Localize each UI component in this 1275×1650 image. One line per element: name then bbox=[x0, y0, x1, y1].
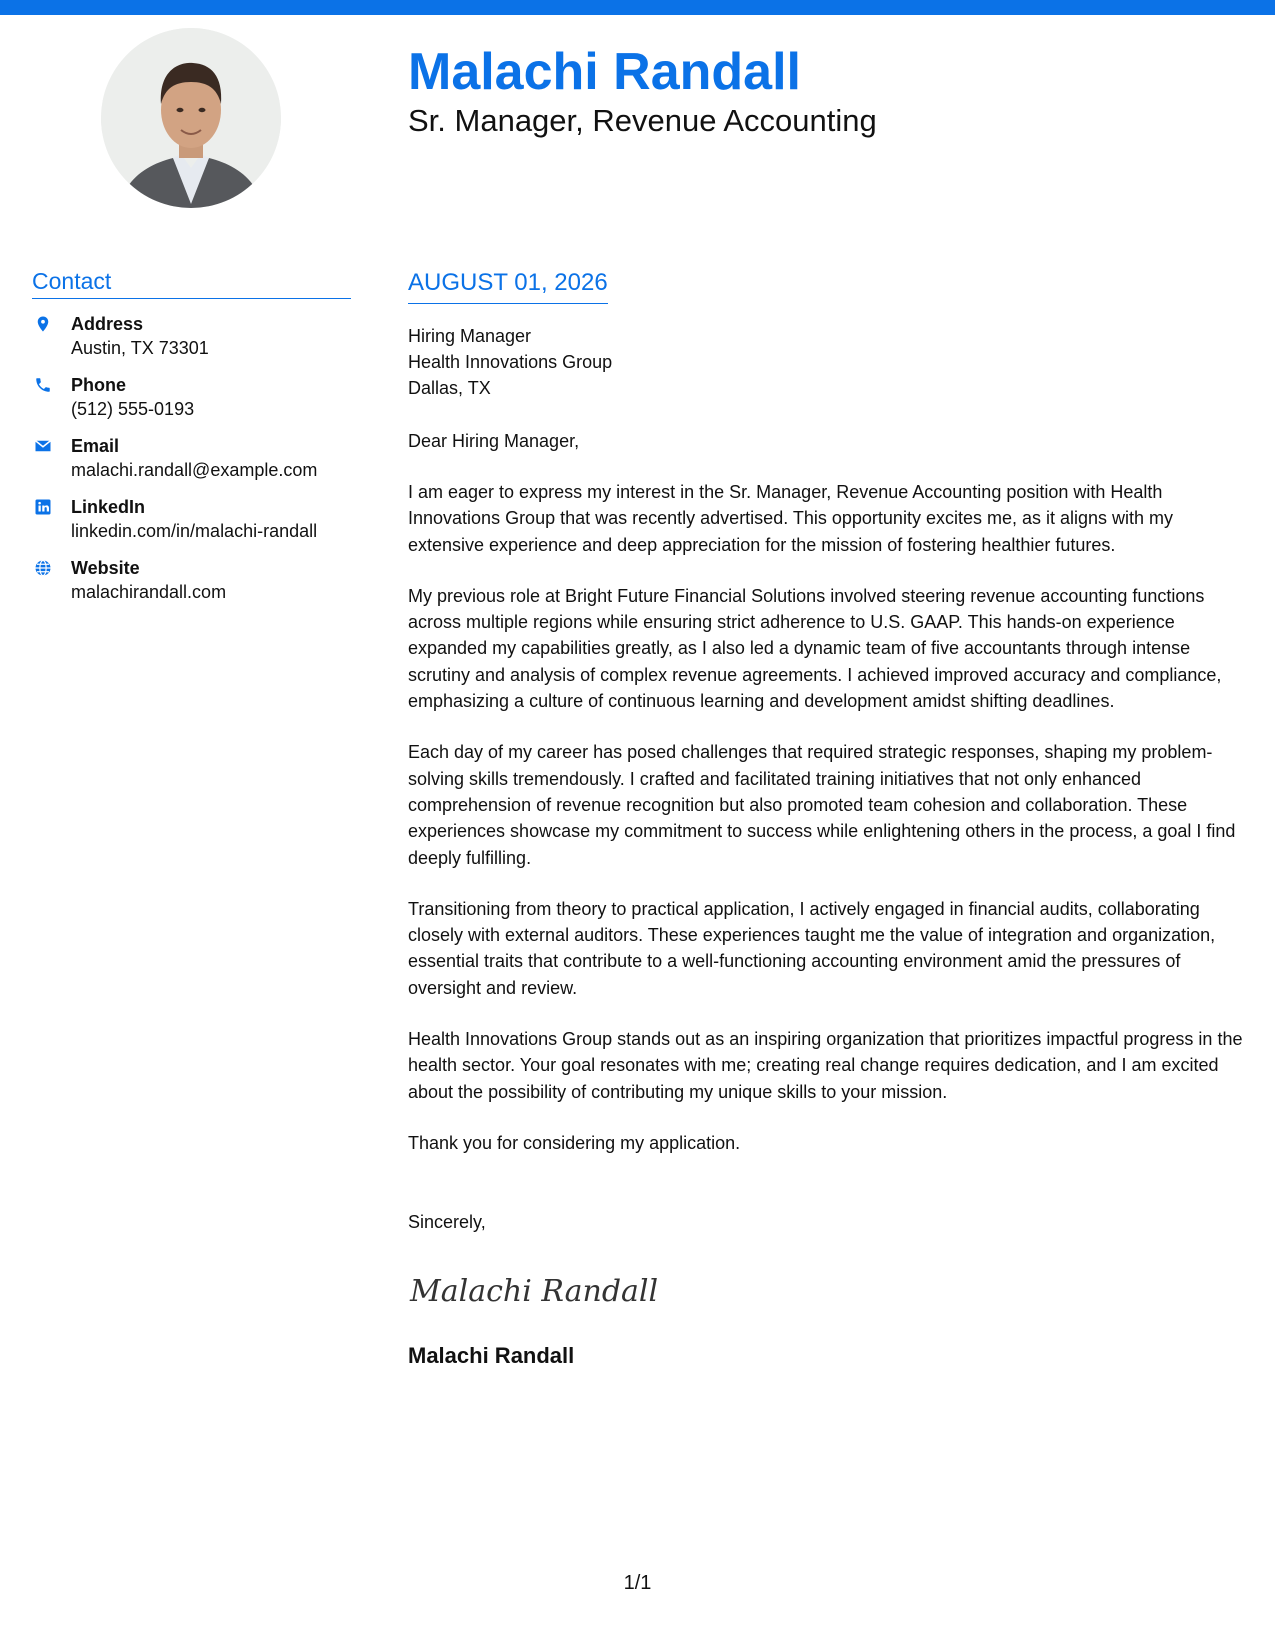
contact-item-linkedin bbox=[32, 495, 351, 543]
avatar bbox=[101, 28, 281, 208]
phone-label: Phone bbox=[71, 375, 127, 395]
linkedin-icon bbox=[34, 498, 52, 516]
body-paragraph: Health Innovations Group stands out as an inspiring organization that prioritizes impactful progress in the health sector. Your goal resonates with me; creating real change requires dedication, and I am excited about the possibility of contributing my unique skills to your mission. bbox=[408, 1029, 1243, 1102]
map-pin-icon bbox=[34, 315, 52, 333]
contact-item-website bbox=[32, 556, 351, 604]
email-label: Email bbox=[71, 436, 120, 456]
contact-heading: Contact bbox=[32, 266, 351, 299]
linkedin-value[interactable]: linkedin.com/in/malachi-randall bbox=[71, 521, 318, 541]
contact-item-phone bbox=[32, 373, 351, 421]
salutation: Dear Hiring Manager, bbox=[408, 431, 580, 451]
phone-value: (512) 555-0193 bbox=[71, 399, 195, 419]
linkedin-label: LinkedIn bbox=[71, 497, 146, 517]
body-paragraph: My previous role at Bright Future Financial Solutions involved steering revenue accounting functions across multiple regions while ensuring strict adherence to U.S. GAAP. This hands-on experience expanded my capabilities greatly, as I also led a dynamic team of five accountants through intense scrutiny and analysis of complex revenue agreements. I achieved improved accuracy and compliance, emphasizing a culture of continuous learning and development amidst shifting deadlines. bbox=[408, 585, 1222, 712]
address-value: Austin, TX 73301 bbox=[71, 338, 209, 358]
body-paragraph: Each day of my career has posed challenges that required strategic responses, shaping my problem-solving skills tremendously. I crafted and facilitated training initiatives that not only enhanced comprehension of revenue recognition but also promoted team cohesion and collaboration. These experiences showcase my commitment to success while enlightening others in the process, a goal I find deeply fulfilling. bbox=[408, 742, 1236, 868]
phone-icon bbox=[34, 376, 52, 394]
contact-list bbox=[32, 312, 351, 604]
letter-date: AUGUST 01, 2026 bbox=[408, 269, 608, 296]
body-paragraph: Thank you for considering my application. bbox=[408, 1132, 741, 1153]
signed-name: Malachi Randall bbox=[408, 1343, 575, 1369]
handwritten-signature bbox=[408, 1265, 678, 1315]
job-title: Sr. Manager, Revenue Accounting bbox=[408, 103, 877, 138]
letter-body bbox=[408, 266, 1248, 1370]
contact-item-email bbox=[32, 434, 351, 482]
profile-photo bbox=[101, 28, 281, 208]
applicant-name: Malachi Randall bbox=[408, 43, 801, 101]
website-label: Website bbox=[71, 558, 140, 578]
email-value[interactable]: malachi.randall@example.com bbox=[71, 460, 318, 480]
contact-item-address bbox=[32, 312, 351, 360]
envelope-icon bbox=[34, 437, 52, 455]
website-value[interactable]: malachirandall.com bbox=[71, 582, 227, 602]
recipient-line: Hiring Manager bbox=[408, 326, 532, 346]
body-paragraph: Transitioning from theory to practical application, I actively engaged in financial audits, collaborating closely with external auditors. These experiences taught me the value of integration and organization, essential traits that contribute to a well-functioning accounting environment amid the pressures of oversight and review. bbox=[408, 898, 1216, 998]
contact-sidebar bbox=[32, 266, 351, 617]
body-paragraph: I am eager to express my interest in the Sr. Manager, Revenue Accounting position with Health Innovations Group that was recently advertised. This opportunity excites me, as it aligns with my extensive experience and deep appreciation for the mission of fostering healthier futures. bbox=[408, 482, 1174, 555]
closing: Sincerely, bbox=[408, 1212, 486, 1233]
recipient-line: Health Innovations Group bbox=[408, 352, 613, 372]
globe-icon bbox=[34, 559, 52, 577]
top-accent-bar bbox=[0, 0, 1275, 15]
address-label: Address bbox=[71, 314, 144, 334]
recipient-block bbox=[408, 323, 1248, 401]
date-block bbox=[408, 266, 608, 304]
page-number: 1/1 bbox=[623, 1572, 652, 1594]
svg-text:Malachi Randall: Malachi Randall bbox=[410, 1274, 659, 1310]
recipient-line: Dallas, TX bbox=[408, 378, 491, 398]
